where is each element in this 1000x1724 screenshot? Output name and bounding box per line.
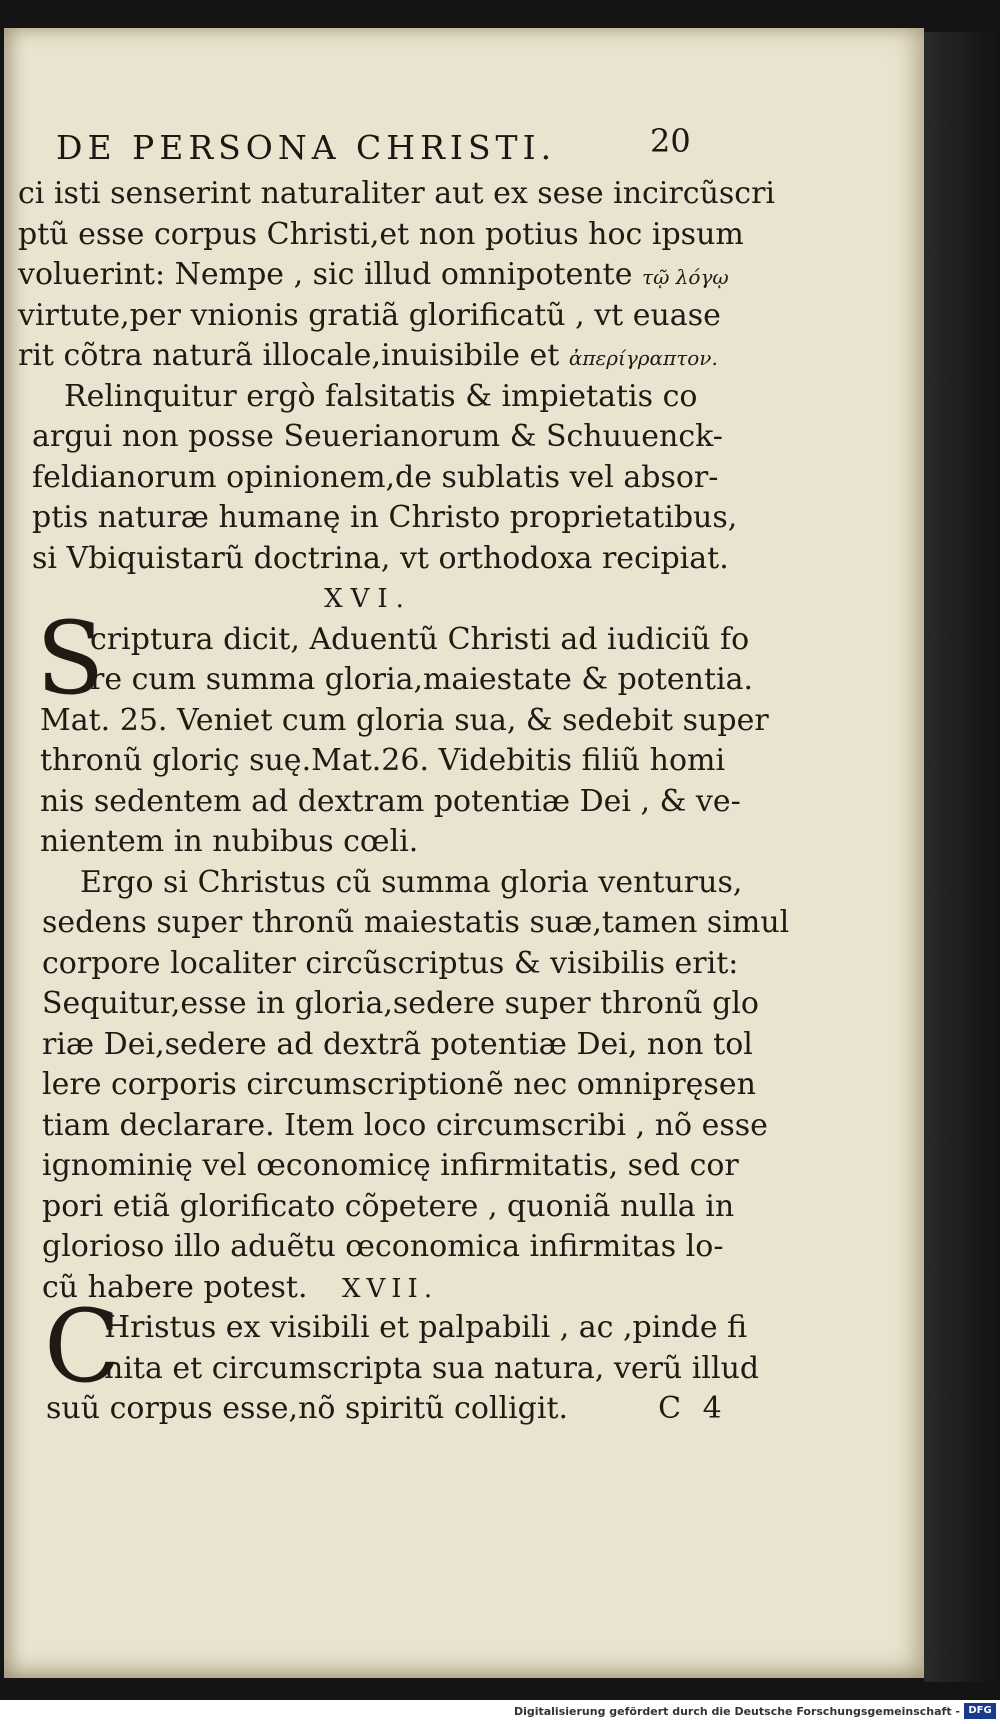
text-line: nita et circumscripta sua natura, verũ illud	[104, 1350, 760, 1386]
signature-mark: C 4	[658, 1391, 728, 1426]
text-line	[18, 336, 718, 377]
text-line: corpore localiter circũscriptus & visibilis erit:	[42, 945, 739, 981]
text-line: virtute,per vnionis gratiã glorificatũ , vt euase	[18, 297, 721, 333]
text-line: Mat. 25. Veniet cum gloria sua, & sedebit super	[40, 702, 769, 738]
greek-phrase: τῷ λόγῳ	[642, 265, 729, 289]
section-number: XVI.	[324, 584, 412, 614]
drop-cap: C	[44, 1288, 121, 1405]
text-line: criptura dicit, Aduentũ Christi ad iudiciũ fo	[90, 621, 750, 657]
dfg-logo: DFG	[964, 1703, 996, 1719]
scan-background	[924, 32, 1000, 1682]
text-line: sedens super thronũ maiestatis suæ,tamen simul	[42, 905, 790, 940]
text-line: Ergo si Christus cũ summa gloria venturus,	[80, 864, 743, 900]
page-number: 20	[650, 122, 691, 160]
text-line: ptis naturæ humanę in Christo proprietatibus,	[32, 500, 738, 535]
greek-phrase: ἀπερίγραπτον.	[568, 346, 718, 370]
book-page	[4, 28, 924, 1678]
text-line: Relinquitur ergò falsitatis & impietatis co	[64, 378, 698, 414]
text-line: nis sedentem ad dextram potentiæ Dei , & ve-	[40, 783, 741, 819]
text-line: ci isti senserint naturaliter aut ex sese incircũscri	[18, 176, 776, 211]
text-span: voluerint: Nempe , sic illud omnipotente	[18, 257, 633, 292]
text-line: thronũ gloriç suę.Mat.26. Videbitis filiũ homi	[40, 743, 726, 778]
text-span: cũ habere potest.	[42, 1269, 308, 1305]
text-line	[18, 1389, 728, 1430]
text-line: feldianorum opinionem,de sublatis vel absor-	[32, 459, 719, 495]
text-line: Sequitur,esse in gloria,sedere super thronũ glo	[42, 986, 759, 1021]
text-line: ptũ esse corpus Christi,et non potius hoc ipsum	[18, 216, 744, 252]
text-line: ignominię vel œconomicę infirmitatis, sed cor	[42, 1148, 739, 1183]
funding-credit: Digitalisierung gefördert durch die Deutsche Forschungsgemeinschaft -	[513, 1705, 960, 1718]
drop-cap: S	[36, 599, 105, 717]
text-line: nientem in nubibus cœli.	[40, 824, 419, 859]
text-line: glorioso illo aduẽtu œconomica infirmitas lo-	[42, 1229, 724, 1264]
running-head: DE PERSONA CHRISTI.	[56, 128, 557, 167]
text-line: Hristus ex visibili et palpabili , ac ,pinde fi	[104, 1310, 748, 1345]
text-line: lere corporis circumscriptionẽ nec omnipręsen	[42, 1067, 756, 1102]
text-line: si Vbiquistarũ doctrina, vt orthodoxa recipiat.	[32, 540, 729, 576]
text-span: rit cõtra naturã illocale,inuisibile et	[18, 338, 560, 373]
text-line: riæ Dei,sedere ad dextrã potentiæ Dei, non tol	[42, 1026, 753, 1062]
text-line	[18, 1268, 718, 1309]
text-line: re cum summa gloria,maiestate & potentia.	[90, 662, 754, 697]
text-span: suũ corpus esse,nõ spiritũ colligit.	[46, 1391, 569, 1426]
text-line: argui non posse Seuerianorum & Schuuenck-	[32, 419, 723, 454]
text-line: pori etiã glorificato cõpetere , quoniã nulla in	[42, 1188, 735, 1224]
section-number: XVII.	[342, 1273, 439, 1304]
text-line: tiam declarare. Item loco circumscribi , nõ esse	[42, 1107, 768, 1143]
page-body	[18, 174, 790, 1430]
text-line	[18, 255, 729, 296]
